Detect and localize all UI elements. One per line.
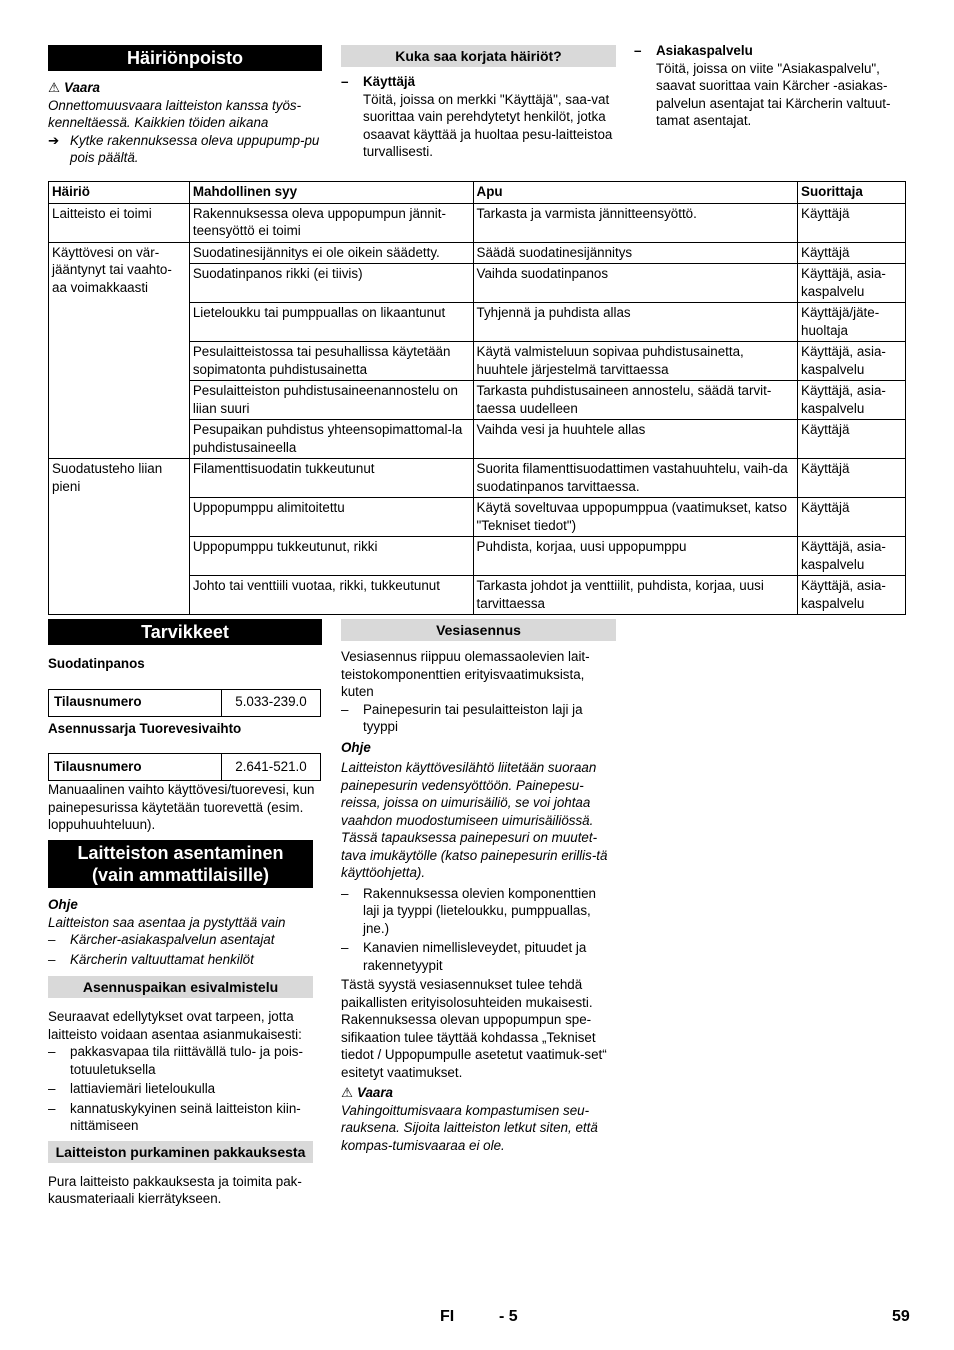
order-table (48, 689, 321, 717)
note-text: Laitteiston käyttövesilähtö liitetään suoraan painepesurin vedensyöttöön. Painepesu-reissa, joissa on uimurisäiliö, se voi johtaa vaahdon muodostumiseen uimurisäiliössä. Tässä tapauksessa painepesuri on muutet-tava imukäytölle (katso painepesurin erillis-tä käyttöohjetta). (341, 760, 608, 880)
cause-cell: Filamenttisuodatin tukkeutunut (189, 459, 473, 498)
col-header: Häiriö (49, 182, 190, 204)
heading-line: (vain ammattilaisille) (91, 865, 270, 885)
fault-table (48, 181, 906, 615)
remedy-cell: Vaihda vesi ja huuhtele allas (473, 420, 798, 459)
list-item: – Painepesurin tai pesulaitteiston laji ja tyyppi (341, 701, 616, 736)
fault-cell: Käyttövesi on vär-jääntynyt tai vaahto-aa voimakkaasti (49, 242, 190, 459)
order-table (48, 753, 321, 781)
table-header-row (49, 182, 906, 204)
service-section (634, 42, 909, 130)
footer-section: - 5 (499, 1308, 518, 1325)
warning-icon: ⚠ (341, 1085, 354, 1100)
subsection-heading: Laitteiston purkaminen pakkauksesta (48, 1141, 313, 1163)
note-label: Ohje (48, 897, 78, 912)
list-item: – pakkasvapaa tila riittävällä tulo- ja pois-totuuletuksella (48, 1043, 322, 1078)
performer-cell: Käyttäjä (798, 498, 906, 537)
cause-cell: Uppopumppu tukkeutunut, rikki (189, 537, 473, 576)
role-title: – Käyttäjä (341, 73, 616, 91)
troubleshooting-section (48, 45, 322, 167)
cause-cell: Rakennuksessa oleva uppopumpun jännit-teensyöttö ei toimi (189, 203, 473, 242)
performer-cell: Käyttäjä/jäte-huoltaja (798, 303, 906, 342)
installation-section (48, 840, 322, 1208)
cause-cell: Johto tai venttiili vuotaa, rikki, tukkeutunut (189, 576, 473, 615)
section-heading (48, 840, 313, 888)
list-item: – Kärcher-asiakaspalvelun asentajat (48, 931, 322, 949)
cause-cell: Suodatinesijännitys ei ole oikein säädetty. (189, 242, 473, 264)
col-header: Mahdollinen syy (189, 182, 473, 204)
performer-cell: Käyttäjä (798, 203, 906, 242)
remedy-cell: Tarkasta ja varmista jännitteensyöttö. (473, 203, 798, 242)
list-item: – Kärcherin valtuuttamat henkilöt (48, 951, 322, 969)
cause-cell: Pesupaikan puhdistus yhteensopimattomal-la puhdistusaineella (189, 420, 473, 459)
fault-cell: Suodatusteho liian pieni (49, 459, 190, 615)
performer-cell: Käyttäjä (798, 420, 906, 459)
prep-text: Seuraavat edellytykset ovat tarpeen, jotta laitteisto voidaan asentaa asianmukaisesti: (48, 1009, 302, 1042)
fault-cell: Laitteisto ei toimi (49, 203, 190, 242)
warning-label: Vaara (64, 80, 101, 95)
remedy-cell: Vaihda suodatinpanos (473, 264, 798, 303)
subsection-heading: Asennuspaikan esivalmistelu (48, 976, 313, 998)
subsection-heading: Vesiasennus (341, 619, 616, 641)
remedy-cell: Säädä suodatinesijännitys (473, 242, 798, 264)
accessory-text: Manuaalinen vaihto käyttövesi/tuorevesi, kun painepesurissa käytetään tuorevettä (esim. loppuhuuhteluun). (48, 782, 315, 832)
list-item: – Rakennuksessa olevien komponenttien laji ja tyyppi (lieteloukku, pumppuallas, jne.) (341, 885, 616, 938)
remedy-cell: Tarkasta puhdistusaineen annostelu, säädä tarvit-taessa uudelleen (473, 381, 798, 420)
remedy-cell: Käytä soveltuvaa uppopumppua (vaatimukset, katso "Tekniset tiedot") (473, 498, 798, 537)
remedy-cell: Suorita filamenttisuodattimen vastahuuhtelu, vaih-da suodatinpanos tarvittaessa. (473, 459, 798, 498)
water-installation-section (341, 619, 616, 1154)
warning-title (341, 1084, 616, 1102)
role-text: Töitä, joissa on merkki "Käyttäjä", saa-vat suorittaa vain perehdytetyt henkilöt, jotka osaavat käyttää ja huoltaa pesu-laitteistoa turvallisesti. (363, 91, 613, 159)
warning-text: Onnettomuusvaara laitteiston kanssa työs-kenneltäessä. Kaikkien töiden aikana (48, 97, 302, 130)
cause-cell: Lieteloukku tai pumppuallas on likaantunut (189, 303, 473, 342)
col-header: Suorittaja (798, 182, 906, 204)
cause-cell: Pesulaitteiston puhdistusaineenannostelu on liian suuri (189, 381, 473, 420)
cause-cell: Suodatinpanos rikki (ei tiivis) (189, 264, 473, 303)
accessories-section (48, 619, 322, 834)
list-item: – kannatuskykyinen seinä laitteiston kiin-nittämiseen (48, 1100, 322, 1135)
role-title: – Asiakaspalvelu (634, 42, 909, 60)
cause-cell: Pesulaitteistossa tai pesuhallissa käytetään sopimatonta puhdistusainetta (189, 342, 473, 381)
water-intro: Vesiasennus riippuu olemassaolevien lait-teistokomponenttien erityisvaatimuksista, kuten (341, 649, 590, 699)
section-heading: Häiriönpoisto (48, 45, 322, 71)
heading-line: Laitteiston asentaminen (77, 843, 284, 863)
unpack-text: Pura laitteisto pakkauksesta ja toimita pak-kausmateriaali kierrätykseen. (48, 1173, 302, 1206)
warning-icon: ⚠ (48, 80, 61, 95)
accessory-title: Asennussarja Tuorevesivaihto (48, 720, 242, 736)
table-row (49, 754, 321, 781)
order-number: 5.033-239.0 (222, 689, 321, 716)
table-row (49, 459, 906, 498)
section-heading: Tarvikkeet (48, 619, 322, 645)
performer-cell: Käyttäjä, asia-kaspalvelu (798, 576, 906, 615)
order-label: Tilausnumero (49, 754, 222, 781)
warning-title (48, 79, 322, 97)
table-row (49, 242, 906, 264)
role-text: Töitä, joissa on viite "Asiakaspalvelu", saavat suorittaa vain Kärcher -asiakas-palvelun asentajat tai Kärcherin valtuut-tamat asentajat. (656, 60, 891, 128)
warning-label: Vaara (357, 1085, 394, 1100)
performer-cell: Käyttäjä, asia-kaspalvelu (798, 342, 906, 381)
performer-cell: Käyttäjä (798, 459, 906, 498)
page-number: 59 (892, 1308, 910, 1325)
performer-cell: Käyttäjä (798, 242, 906, 264)
col-header: Apu (473, 182, 798, 204)
remedy-cell: Tyhjennä ja puhdista allas (473, 303, 798, 342)
list-item: – lattiaviemäri lieteloukulla (48, 1080, 322, 1098)
remedy-cell: Käytä valmisteluun sopivaa puhdistusainetta, huuhtele järjestelmä tarvittaessa (473, 342, 798, 381)
water-text: Tästä syystä vesiasennukset tulee tehdä paikallisten erityisolosuhteiden mukaisesti. Rakennuksessa olevan uppopumpun spe-sifikaation tulee täyttää kohdassa „Tekniset tiedot / Uppopumpulle asetetut vaatimuk-set“ esitetyt vaatimukset. (341, 977, 607, 1080)
subsection-heading: Kuka saa korjata häiriöt? (341, 45, 616, 67)
cause-cell: Uppopumppu alimitoitettu (189, 498, 473, 537)
warning-action-text: Kytke rakennuksessa oleva uppupump-pu pois päältä. (70, 132, 320, 165)
table-row (49, 689, 321, 716)
warning-action (48, 132, 322, 167)
arrow-right-icon: ➔ (48, 132, 60, 148)
remedy-cell: Tarkasta johdot ja venttiilit, puhdista, korjaa, uusi tarvittaessa (473, 576, 798, 615)
order-label: Tilausnumero (49, 689, 222, 716)
performer-cell: Käyttäjä, asia-kaspalvelu (798, 537, 906, 576)
table-row (49, 203, 906, 242)
who-repairs-section (341, 45, 616, 161)
order-number: 2.641-521.0 (222, 754, 321, 781)
note-label: Ohje (341, 739, 371, 755)
list-item: – Kanavien nimellisleveydet, pituudet ja rakennetyypit (341, 939, 616, 974)
footer-language: FI (440, 1308, 455, 1325)
warning-text: Vahingoittumisvaara kompastumisen seu-rauksena. Sijoita laitteiston letkut siten, että kompas-tumisvaaraa ei ole. (341, 1102, 598, 1153)
performer-cell: Käyttäjä, asia-kaspalvelu (798, 381, 906, 420)
performer-cell: Käyttäjä, asia-kaspalvelu (798, 264, 906, 303)
note-text: Laitteiston saa asentaa ja pystyttää vain (48, 914, 286, 930)
accessory-title: Suodatinpanos (48, 656, 145, 671)
remedy-cell: Puhdista, korjaa, uusi uppopumppu (473, 537, 798, 576)
